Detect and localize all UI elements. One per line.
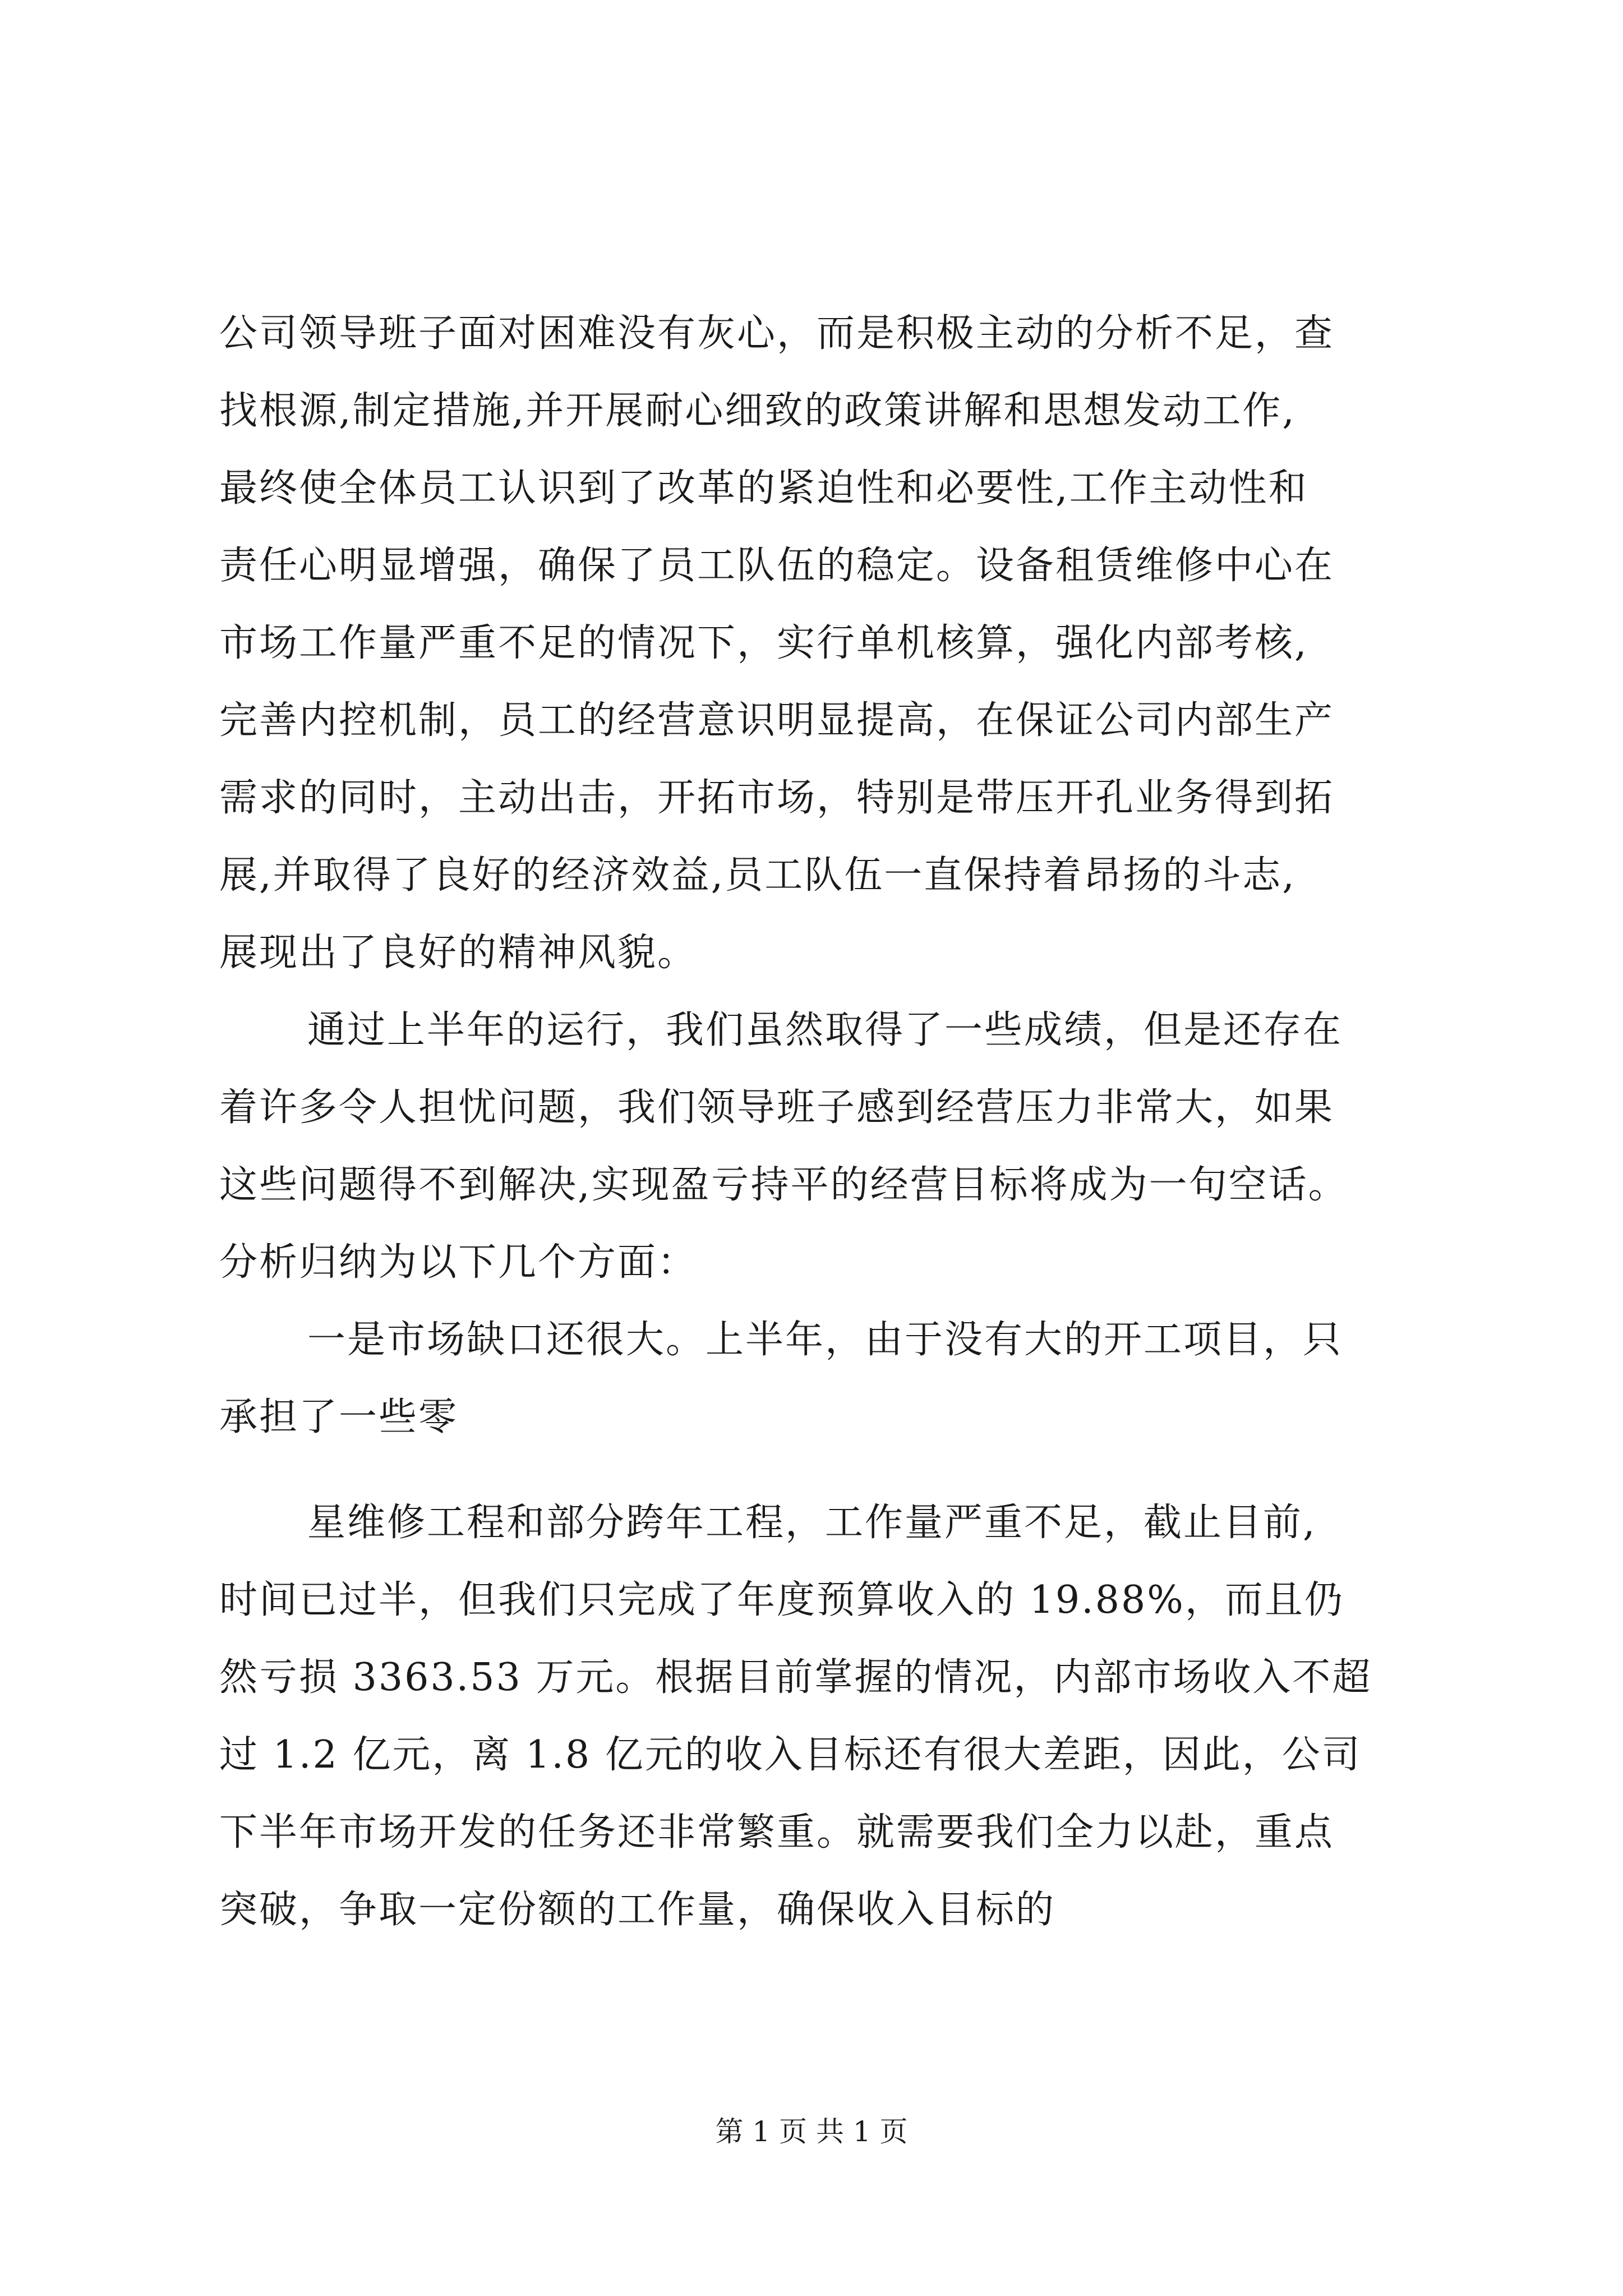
body-text-line: 突破，争取一定份额的工作量，确保收入目标的	[219, 1888, 1056, 1932]
body-text-line: 承担了一些零	[219, 1395, 459, 1439]
body-text-line: 完善内控机制，员工的经营意识明显提高，在保证公司内部生产	[219, 698, 1335, 743]
body-text-line: 一是市场缺口还很大。上半年，由于没有大的开工项目，只	[307, 1318, 1343, 1362]
body-text-line: 展现出了良好的精神风貌。	[219, 931, 698, 975]
body-text-line: 最终使全体员工认识到了改革的紧迫性和必要性,工作主动性和	[219, 466, 1308, 510]
body-text-line: 星维修工程和部分跨年工程，工作量严重不足，截止目前,	[307, 1501, 1317, 1545]
body-text-line: 然亏损 3363.53 万元。根据目前掌握的情况，内部市场收入不超	[219, 1655, 1372, 1700]
body-text-line: 需求的同时，主动出击，开拓市场，特别是带压开孔业务得到拓	[219, 776, 1335, 820]
body-text-line: 展,并取得了良好的经济效益,员工队伍一直保持着昂扬的斗志,	[219, 853, 1296, 898]
body-text-line: 找根源,制定措施,并开展耐心细致的政策讲解和思想发动工作,	[219, 389, 1296, 433]
body-text-line: 时间已过半，但我们只完成了年度预算收入的 19.88%，而且仍	[219, 1578, 1344, 1622]
body-text-line: 公司领导班子面对困难没有灰心，而是积极主动的分析不足，查	[219, 311, 1335, 356]
body-text-line: 市场工作量严重不足的情况下，实行单机核算，强化内部考核,	[219, 621, 1308, 665]
body-text-line: 过 1.2 亿元，离 1.8 亿元的收入目标还有很大差距，因此，公司	[219, 1733, 1362, 1777]
body-text-line: 下半年市场开发的任务还非常繁重。就需要我们全力以赴，重点	[219, 1810, 1335, 1855]
body-text-line: 着许多令人担忧问题，我们领导班子感到经营压力非常大，如果	[219, 1085, 1335, 1130]
body-text-line: 责任心明显增强，确保了员工队伍的稳定。设备租赁维修中心在	[219, 544, 1335, 588]
body-text-line: 这些问题得不到解决,实现盈亏持平的经营目标将成为一句空话。	[219, 1163, 1348, 1207]
body-text-line: 分析归纳为以下几个方面：	[219, 1240, 698, 1285]
page-footer: 第 1 页 共 1 页	[715, 2115, 908, 2148]
body-text-line: 通过上半年的运行，我们虽然取得了一些成绩，但是还存在	[307, 1008, 1343, 1052]
